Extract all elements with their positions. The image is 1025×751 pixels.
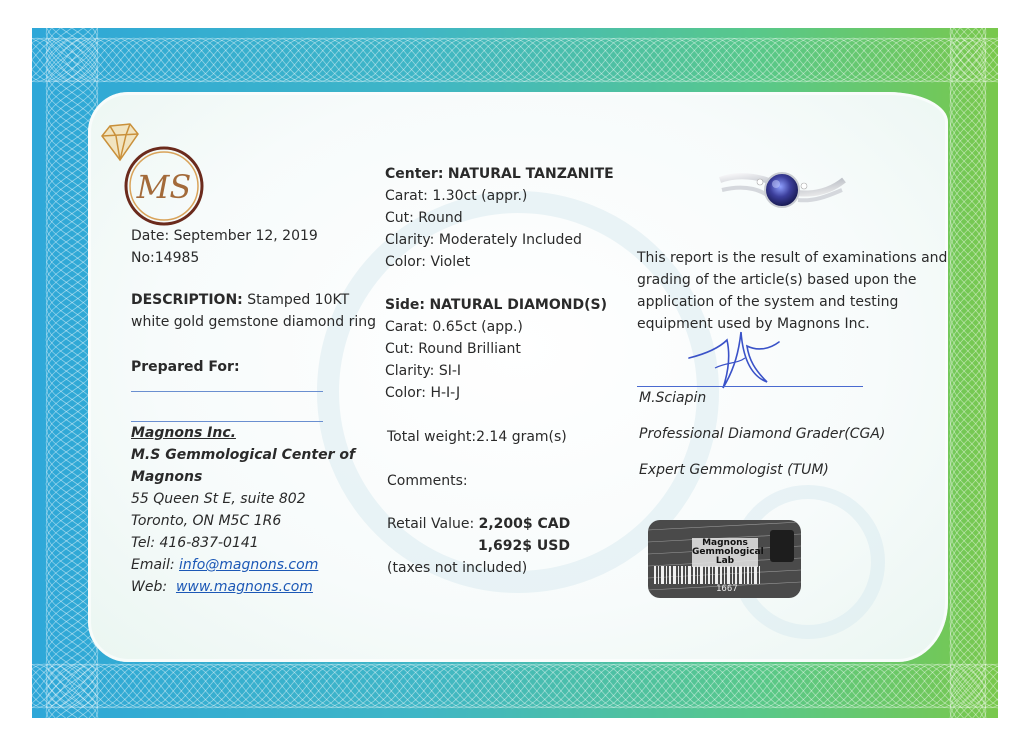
- side-cut: Cut: Round Brilliant: [385, 341, 521, 357]
- logo-monogram: MS: [136, 168, 192, 206]
- ring-photo: [712, 150, 852, 240]
- prepared-for-label: Prepared For:: [131, 359, 240, 375]
- retail-cad: 2,200$ CAD: [478, 516, 571, 532]
- address-line2: Toronto, ON M5C 1R6: [131, 513, 282, 529]
- report-text-line1: This report is the result of examinations and: [637, 250, 948, 266]
- report-text-line4: equipment used by Magnons Inc.: [637, 316, 870, 332]
- seal-line1: Magnons: [702, 538, 748, 548]
- email-link[interactable]: info@magnons.com: [179, 557, 319, 573]
- side-color: Color: H-I-J: [385, 385, 461, 401]
- center-name-line2: Magnons: [131, 469, 203, 485]
- retail-note: (taxes not included): [387, 560, 528, 576]
- report-number: No:14985: [131, 250, 200, 266]
- seal-line2: Gemmological: [692, 547, 764, 557]
- report-text-line2: grading of the article(s) based upon the: [637, 272, 917, 288]
- side-label: Side:: [385, 297, 425, 313]
- telephone: Tel: 416-837-0141: [131, 535, 259, 551]
- side-value: NATURAL DIAMOND(S): [429, 297, 607, 313]
- grader-title-1: Professional Diamond Grader(CGA): [639, 426, 886, 442]
- ms-logo: [96, 118, 211, 228]
- center-color: Color: Violet: [385, 254, 471, 270]
- web-row: [131, 576, 313, 598]
- description-text1: Stamped 10KT: [247, 292, 350, 308]
- comments-label: Comments:: [387, 473, 468, 489]
- center-value: NATURAL TANZANITE: [447, 166, 614, 182]
- center-name-line1: M.S Gemmological Center of: [131, 447, 356, 463]
- total-weight: Total weight:2.14 gram(s): [387, 429, 567, 445]
- center-stone-heading: [385, 163, 614, 185]
- center-label: Center:: [385, 166, 444, 182]
- side-stone-heading: [385, 294, 607, 316]
- seal-number: 1667: [716, 584, 738, 594]
- description-label: DESCRIPTION:: [131, 292, 243, 308]
- side-clarity: Clarity: SI-I: [385, 363, 462, 379]
- side-carat: Carat: 0.65ct (app.): [385, 319, 523, 335]
- address-line1: 55 Queen St E, suite 802: [131, 491, 306, 507]
- seal-line3: Lab: [715, 556, 735, 566]
- seal-photo: [770, 530, 794, 562]
- seal-label: [692, 538, 764, 567]
- web-label: Web:: [131, 579, 168, 595]
- email-label: Email:: [131, 557, 175, 573]
- description-line1: [131, 289, 349, 311]
- center-carat: Carat: 1.30ct (appr.): [385, 188, 528, 204]
- retail-label: Retail Value:: [387, 516, 475, 532]
- email-row: [131, 554, 318, 576]
- grader-name: M.Sciapin: [639, 390, 707, 406]
- center-cut: Cut: Round: [385, 210, 463, 226]
- security-seal: [648, 520, 801, 598]
- grader-title-2: Expert Gemmologist (TUM): [639, 462, 829, 478]
- report-text-line3: application of the system and testing: [637, 294, 899, 310]
- company-name: Magnons Inc.: [131, 425, 236, 441]
- diamond-icon: [102, 124, 138, 160]
- report-date: Date: September 12, 2019: [131, 228, 318, 244]
- web-link[interactable]: www.magnons.com: [175, 579, 313, 595]
- prepared-for-line-1: [131, 391, 323, 392]
- center-clarity: Clarity: Moderately Included: [385, 232, 582, 248]
- description-text2: white gold gemstone diamond ring: [131, 314, 377, 330]
- retail-usd: 1,692$ USD: [478, 538, 570, 554]
- retail-row: [387, 513, 570, 535]
